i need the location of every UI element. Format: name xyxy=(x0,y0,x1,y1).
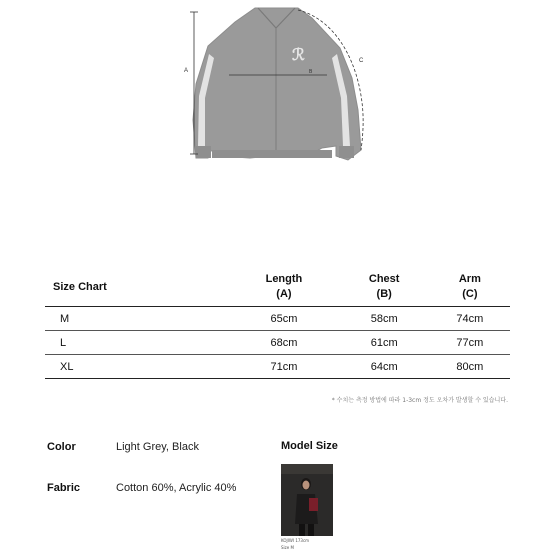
table-row xyxy=(45,307,510,331)
length-cell: 71cm xyxy=(229,355,338,379)
measure-b-label: B xyxy=(309,69,313,75)
size-cell: M xyxy=(45,307,229,331)
size-cell: L xyxy=(45,331,229,355)
length-cell: 65cm xyxy=(229,307,338,331)
header-length: Length (A) xyxy=(265,273,303,300)
model-photo xyxy=(281,464,333,536)
jacket-measurement-diagram xyxy=(0,0,555,240)
logo-mark: ℛ xyxy=(292,45,305,64)
length-cell: 68cm xyxy=(229,331,338,355)
jacket-silhouette xyxy=(193,8,361,160)
chest-cell: 58cm xyxy=(339,307,430,331)
measurement-note: * 수치는 측정 방법에 따라 1-3cm 정도 오차가 발생할 수 있습니다. xyxy=(331,397,508,404)
table-row xyxy=(45,355,510,379)
arm-cell: 74cm xyxy=(430,307,510,331)
header-arm: Arm (C) xyxy=(458,273,481,300)
arm-cell: 77cm xyxy=(430,331,510,355)
chest-cell: 61cm xyxy=(339,331,430,355)
size-chart-header-row xyxy=(45,268,510,307)
table-row xyxy=(45,331,510,355)
right-cuff xyxy=(339,146,354,158)
left-cuff xyxy=(196,146,211,158)
header-chest: Chest (B) xyxy=(368,273,400,300)
size-cell: XL xyxy=(45,355,229,379)
measure-c-label: C xyxy=(359,58,364,64)
hem-band xyxy=(212,150,332,158)
model-caption-size: Size M xyxy=(281,545,294,550)
arm-cell: 80cm xyxy=(430,355,510,379)
fabric-label: Fabric xyxy=(47,482,81,494)
measure-a-label: A xyxy=(184,68,189,74)
color-value: Light Grey, Black xyxy=(116,441,199,453)
model-caption-height: KOJIWI 173cm xyxy=(281,538,310,543)
size-chart-table xyxy=(45,268,510,379)
model-size-title: Model Size xyxy=(281,440,338,452)
fabric-value: Cotton 60%, Acrylic 40% xyxy=(116,482,237,494)
chest-cell: 64cm xyxy=(339,355,430,379)
header-size-chart: Size Chart xyxy=(53,280,107,293)
color-label: Color xyxy=(47,441,76,453)
